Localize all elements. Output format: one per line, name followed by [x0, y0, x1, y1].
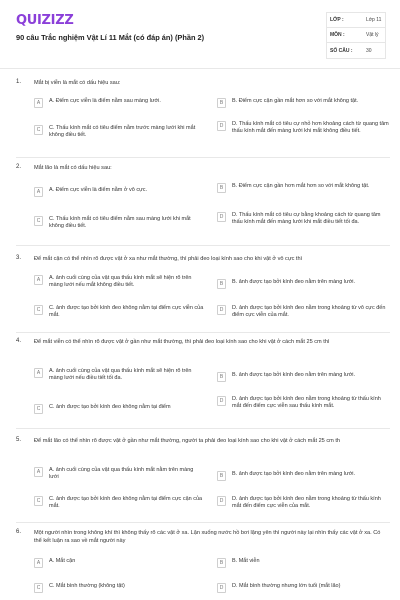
question-divider — [16, 428, 390, 429]
option-b[interactable] — [217, 372, 390, 382]
option-letter: D — [217, 212, 226, 222]
option-b[interactable] — [217, 98, 390, 108]
option-c[interactable] — [34, 216, 204, 230]
option-letter: B — [217, 183, 226, 193]
question-divider — [16, 157, 390, 158]
option-d[interactable] — [217, 121, 390, 135]
option-letter: A — [34, 275, 43, 285]
option-d[interactable] — [217, 396, 390, 410]
option-text: D. ảnh được tạo bởi kính đeo nằm trong khoảng từ thấu kính mắt đến điểm cực viễn sau thấu kính mắt. — [232, 396, 381, 410]
page-title: 90 câu Trắc nghiệm Vật Lí 11 Mắt (có đáp án) (Phần 2) — [16, 33, 205, 42]
option-a[interactable] — [34, 467, 204, 481]
option-text: B. ảnh được tạo bởi kính đeo nằm trên màng lưới. — [232, 471, 356, 477]
question-number: 5. — [16, 437, 22, 443]
option-text: C. ảnh được tạo bởi kính đeo không nằm tại điểm cực cận của mắt. — [49, 496, 203, 510]
option-text: B. Mắt viễn — [232, 558, 260, 564]
question-6 — [16, 529, 390, 599]
meta-value: Lớp 11 — [366, 17, 382, 23]
option-letter: A — [34, 187, 43, 197]
question-1 — [16, 79, 390, 161]
option-text: A. ảnh cuối cùng của vật qua thấu kính mắt sẽ hiện rõ trên màng lưới nếu mắt không điều tiết. — [49, 275, 192, 289]
option-text: D. ảnh được tạo bởi kính đeo nằm trong khoảng từ thấu kính mắt đến điểm cực viễn của mắt. — [232, 496, 381, 510]
option-letter: C — [34, 216, 43, 226]
option-letter: A — [34, 467, 43, 477]
option-b[interactable] — [217, 279, 390, 289]
option-c[interactable] — [34, 496, 204, 510]
option-letter: B — [217, 372, 226, 382]
option-d[interactable] — [217, 496, 390, 510]
option-d[interactable] — [217, 583, 390, 593]
question-3 — [16, 255, 390, 335]
option-a[interactable] — [34, 368, 204, 382]
option-text: A. Mắt cận — [49, 558, 76, 564]
option-letter: B — [217, 471, 226, 481]
option-a[interactable] — [34, 558, 204, 568]
option-text: A. ảnh cuối cùng của vật qua thấu kính mắt nằm trên màng lưới — [49, 467, 194, 481]
option-c[interactable] — [34, 305, 204, 319]
option-letter: C — [34, 583, 43, 593]
option-text: C. Mắt bình thường (không tật) — [49, 583, 125, 589]
option-a[interactable] — [34, 98, 204, 108]
question-4 — [16, 338, 390, 430]
option-letter: B — [217, 279, 226, 289]
option-text: D. Thấu kính mắt có tiêu cự bằng khoảng cách từ quang tâm thấu kính mắt đến màng lưới khi mắt điều tiết tối đa. — [232, 212, 381, 226]
option-letter: D — [217, 496, 226, 506]
question-divider — [16, 522, 390, 523]
option-text: C. Thấu kính mắt có tiêu điểm nằm trước màng lưới khi mắt không điều tiết. — [49, 125, 196, 139]
question-text: Để mắt lão có thể nhìn rõ được vật ở gần như mắt thường, người ta phải đeo loại kính sao cho khi vật ở cách mắt 25 cm th — [34, 438, 341, 444]
option-letter: A — [34, 98, 43, 108]
option-b[interactable] — [217, 183, 390, 193]
question-number: 4. — [16, 338, 22, 344]
option-a[interactable] — [34, 187, 204, 197]
question-text: Mắt lão là mắt có dấu hiệu sau: — [34, 165, 112, 171]
worksheet-header — [0, 0, 400, 64]
meta-key: LỚP : — [330, 17, 344, 23]
option-text: C. Thấu kính mắt có tiêu điểm nằm sau màng lưới khi mắt không điều tiết. — [49, 216, 191, 230]
option-text: B. ảnh được tạo bởi kính đeo nằm trên màng lưới. — [232, 372, 356, 378]
meta-key: MÔN : — [330, 32, 345, 38]
option-text: D. Mắt bình thường nhưng lớn tuổi (mắt lão) — [232, 583, 341, 589]
option-letter: B — [217, 558, 226, 568]
option-text: C. ảnh được tạo bởi kính đeo không nằm tại điểm — [49, 404, 171, 410]
option-d[interactable] — [217, 212, 390, 226]
option-text: A. ảnh cuối cùng của vật qua thấu kính mắt sẽ hiện rõ trên màng lưới nếu điều tiết tối đa. — [49, 368, 192, 382]
option-a[interactable] — [34, 275, 204, 289]
question-text: Mắt bị viễn là mắt có dấu hiệu sau: — [34, 80, 121, 86]
option-letter: C — [34, 125, 43, 135]
question-text: Để mắt viễn có thể nhìn rõ được vật ở gần như mắt thường, thì phải đeo loại kính sao cho khi vật ở cách mắt 25 cm thì — [34, 339, 330, 345]
question-number: 2. — [16, 164, 22, 170]
option-letter: A — [34, 368, 43, 378]
option-text: D. ảnh được tạo bởi kính đeo nằm trong khoảng từ vô cực đến điểm cực viễn của mắt. — [232, 305, 386, 319]
question-number: 6. — [16, 529, 22, 535]
meta-table — [326, 12, 386, 59]
question-divider — [16, 245, 390, 246]
option-letter: B — [217, 98, 226, 108]
option-text: B. Điểm cực cận gần hơn mắt hơn so với mắt không tật. — [232, 183, 370, 189]
question-divider — [16, 332, 390, 333]
question-number: 1. — [16, 79, 22, 85]
meta-row-subject — [327, 28, 385, 43]
option-letter: D — [217, 396, 226, 406]
question-5 — [16, 437, 390, 525]
option-b[interactable] — [217, 558, 390, 568]
option-letter: C — [34, 496, 43, 506]
option-c[interactable] — [34, 125, 204, 139]
meta-row-class — [327, 13, 385, 28]
option-d[interactable] — [217, 305, 390, 319]
meta-key: SỐ CÂU : — [330, 47, 353, 54]
option-c[interactable] — [34, 583, 204, 593]
question-text: Một người nhìn trong không khí thì không thấy rõ các vật ở xa. Lặn xuống nước hồ bơi lặng yên thì người này lại nhìn thấy các vật ở xa. Có thể kết luận ra sao về mắt người này — [34, 530, 381, 544]
question-text: Để mắt cận có thể nhìn rõ được vật ở xa như mắt thường, thì phải đeo loại kính sao cho khi vật ở vô cực thì — [34, 256, 303, 262]
option-letter: C — [34, 404, 43, 414]
option-letter: D — [217, 305, 226, 315]
header-divider — [0, 68, 400, 69]
option-c[interactable] — [34, 404, 204, 414]
option-letter: D — [217, 583, 226, 593]
option-letter: C — [34, 305, 43, 315]
question-2 — [16, 164, 390, 248]
meta-row-count — [327, 43, 385, 58]
option-text: A. Điểm cực viễn là điểm nằm sau màng lưới. — [49, 98, 161, 104]
option-letter: A — [34, 558, 43, 568]
meta-value: 30 — [366, 47, 372, 54]
option-text: B. ảnh được tạo bởi kính đeo nằm trên màng lưới. — [232, 279, 356, 285]
option-letter: D — [217, 121, 226, 131]
option-text: D. Thấu kính mắt có tiêu cự nhỏ hơn khoảng cách từ quang tâm thấu kính mắt đến màng lưới khi mắt không điều tiết. — [232, 121, 389, 135]
option-text: B. Điểm cực cận gần mắt hơn so với mắt không tật. — [232, 98, 359, 104]
quizizz-logo: QUIZIZZ — [16, 13, 74, 28]
question-number: 3. — [16, 255, 22, 261]
meta-value: Vật lý — [366, 32, 379, 38]
option-b[interactable] — [217, 471, 390, 481]
option-text: C. ảnh được tạo bởi kính đeo không nằm tại điểm cực viễn của mắt. — [49, 305, 204, 319]
option-text: A. Điểm cực viễn là điểm nằm ở vô cực. — [49, 187, 148, 193]
